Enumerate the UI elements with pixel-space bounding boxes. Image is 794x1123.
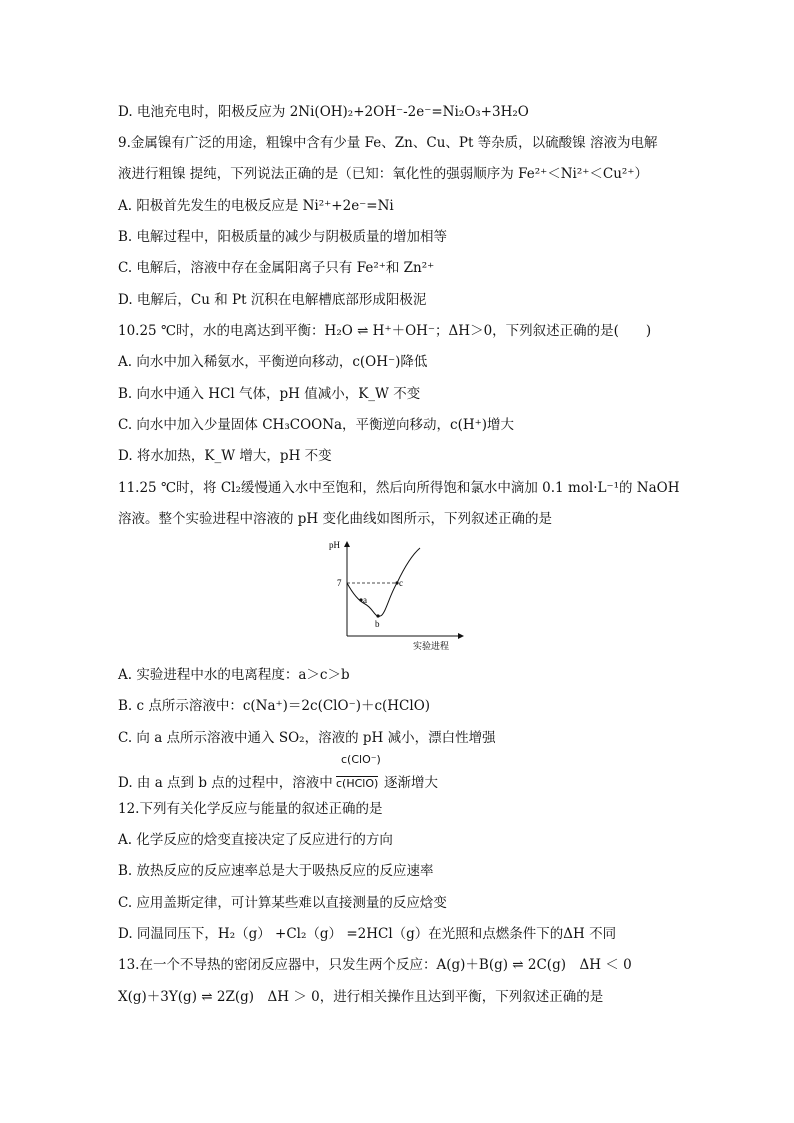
q11-stem-line1: 11.25 ℃时，将 Cl₂缓慢通入水中至饱和，然后向所得饱和氯水中滴加 0.1 mol·L⁻¹的 NaOH <box>118 480 680 496</box>
q9-option-c: C. 电解后，溶液中存在金属阳离子只有 Fe²⁺和 Zn²⁺ <box>118 260 435 276</box>
q9-option-b: B. 电解过程中，阳极质量的减少与阴极质量的增加相等 <box>118 229 448 245</box>
q12-option-d: D. 同温同压下，H₂（g） +Cl₂（g） =2HCl（g）在光照和点燃条件下的ΔH 不同 <box>118 926 617 942</box>
q10-option-d: D. 将水加热，K_W 增大，pH 不变 <box>118 448 332 464</box>
point-a-label: a <box>363 595 367 605</box>
q11-option-d-tail: 逐渐增大 <box>384 775 438 791</box>
q9-option-a: A. 阳极首先发生的电极反应是 Ni²⁺+2e⁻=Ni <box>118 198 394 214</box>
ph-curve-chart <box>325 536 470 656</box>
q9-stem-line2: 液进行粗镍 提纯，下列说法正确的是（已知：氧化性的强弱顺序为 Fe²⁺＜Ni²⁺＜Cu²⁺） <box>118 166 648 182</box>
q10-stem: 10.25 ℃时，水的电离达到平衡：H₂O ⇌ H⁺＋OH⁻；ΔH＞0，下列叙述正确的是( ) <box>118 323 652 339</box>
fraction-denominator: c(HClO) <box>336 777 379 790</box>
x-axis-label: 实验进程 <box>413 642 450 652</box>
q11-stem-line2: 溶液。整个实验进程中溶液的 pH 变化曲线如图所示，下列叙述正确的是 <box>118 511 552 527</box>
q12-option-a: A. 化学反应的焓变直接决定了反应进行的方向 <box>118 832 393 848</box>
q11-option-a: A. 实验进程中水的电离程度：a＞c＞b <box>118 667 350 683</box>
q8-option-d: D. 电池充电时，阳极反应为 2Ni(OH)₂+2OH⁻-2e⁻=Ni₂O₃+3H₂O <box>118 104 529 120</box>
point-c-label: c <box>399 578 403 588</box>
point-b <box>376 614 379 617</box>
q12-option-b: B. 放热反应的反应速率总是大于吸热反应的反应速率 <box>118 863 434 879</box>
tick-label-7: 7 <box>337 578 342 588</box>
q13-stem-line2: X(g)＋3Y(g) ⇌ 2Z(g) ΔH ＞ 0，进行相关操作且达到平衡，下列叙述正确的是 <box>118 989 604 1005</box>
q10-option-b: B. 向水中通入 HCl 气体，pH 值减小，K_W 不变 <box>118 386 421 402</box>
fraction-numerator: c(ClO⁻) <box>341 753 381 766</box>
q11-option-c: C. 向 a 点所示溶液中通入 SO₂，溶液的 pH 减小，漂白性增强 <box>118 730 496 746</box>
q11-option-d: D. 由 a 点到 b 点的过程中，溶液中 <box>118 775 333 791</box>
q11-option-b: B. c 点所示溶液中：c(Na⁺)＝2c(ClO⁻)＋c(HClO) <box>118 698 431 714</box>
ph-curve <box>347 548 420 616</box>
q12-option-c: C. 应用盖斯定律，可计算某些难以直接测量的反应焓变 <box>118 895 447 911</box>
q12-stem: 12.下列有关化学反应与能量的叙述正确的是 <box>118 801 383 817</box>
q9-stem-line1: 9.金属镍有广泛的用途，粗镍中含有少量 Fe、Zn、Cu、Pt 等杂质，以硫酸镍 溶液为电解 <box>118 135 658 151</box>
q10-option-a: A. 向水中加入稀氨水，平衡逆向移动，c(OH⁻)降低 <box>118 354 428 370</box>
q13-stem-line1: 13.在一个不导热的密闭反应器中，只发生两个反应：A(g)＋B(g) ⇌ 2C(g) ΔH ＜ 0 <box>118 957 632 973</box>
q9-option-d: D. 电解后，Cu 和 Pt 沉积在电解槽底部形成阳极泥 <box>118 292 427 308</box>
point-b-label: b <box>375 619 380 629</box>
q10-option-c: C. 向水中加入少量固体 CH₃COONa，平衡逆向移动，c(H⁺)增大 <box>118 417 515 433</box>
y-axis-label: pH <box>329 540 340 550</box>
